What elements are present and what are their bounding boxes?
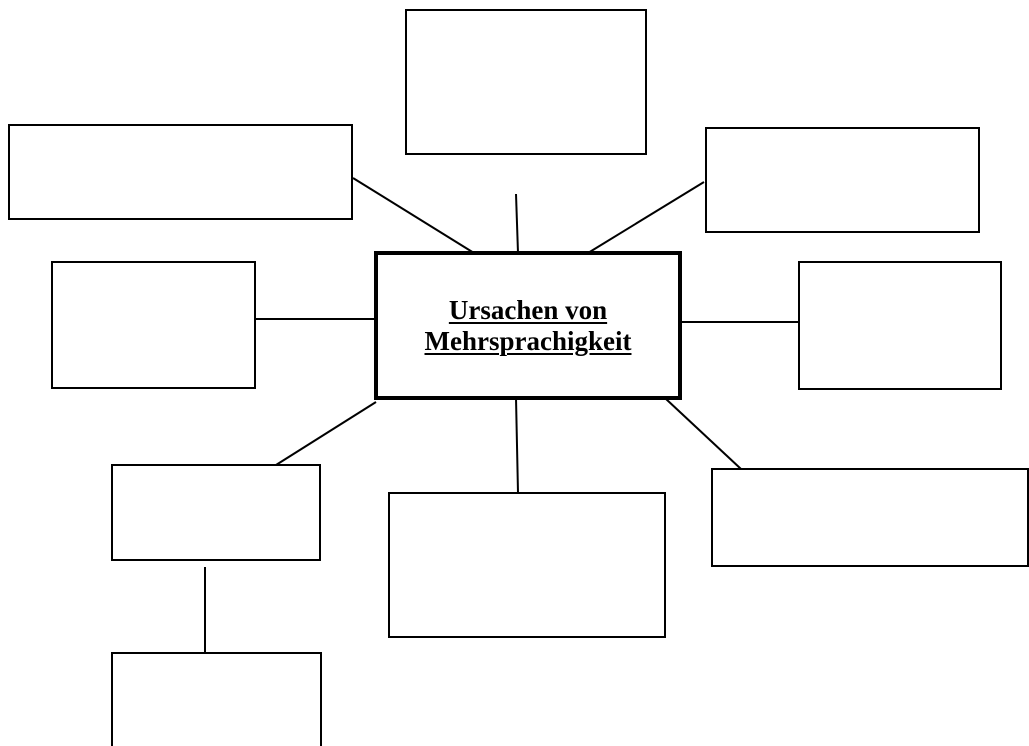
box-top-center	[405, 9, 647, 155]
connector-bottom-center	[516, 398, 518, 493]
box-middle-right	[798, 261, 1002, 390]
box-bottom-left-upper	[111, 464, 321, 561]
center-topic-line-2: Mehrsprachigkeit	[424, 325, 632, 356]
box-bottom-right	[711, 468, 1029, 567]
connector-top-right	[588, 182, 704, 253]
box-bottom-center	[388, 492, 666, 638]
connector-bottom-left	[276, 402, 376, 465]
connector-top-left	[353, 178, 474, 253]
connector-bottom-right	[666, 399, 741, 469]
box-bottom-left-lower	[111, 652, 322, 746]
center-topic-line-1: Ursachen von	[448, 294, 608, 325]
box-top-left	[8, 124, 353, 220]
box-top-right	[705, 127, 980, 233]
box-middle-left	[51, 261, 256, 389]
center-topic-box	[374, 251, 682, 400]
connector-top-center	[516, 194, 518, 253]
center-topic-title	[425, 295, 632, 357]
